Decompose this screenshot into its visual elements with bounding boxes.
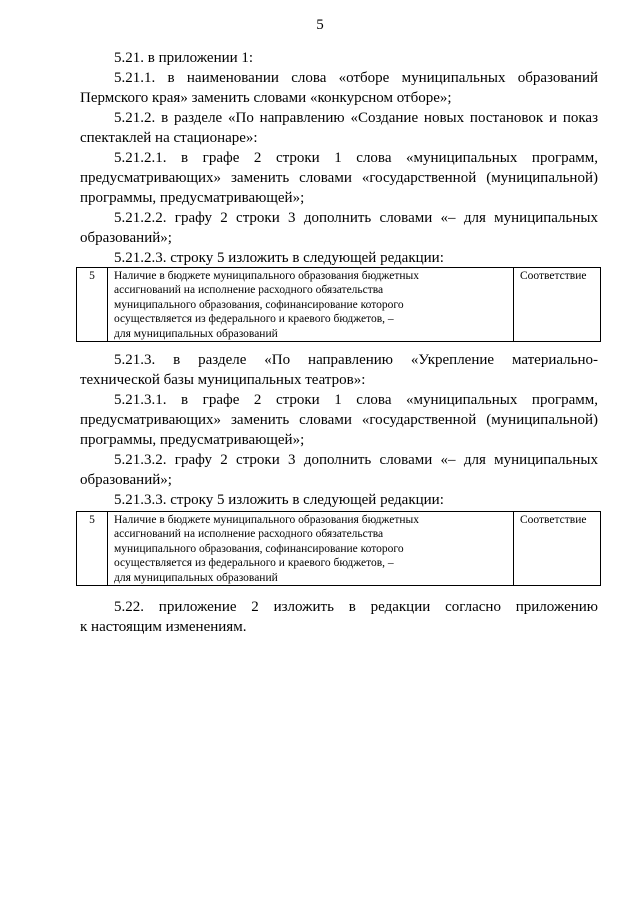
table-text-line: Наличие в бюджете муниципального образования бюджетных bbox=[114, 514, 419, 526]
table-cell-description bbox=[108, 268, 514, 342]
table-text-line: осуществляется из федерального и краевого бюджетов, – bbox=[114, 557, 394, 570]
table-cell-value: Соответствие bbox=[514, 268, 601, 342]
table-text-line: ассигнований на исполнение расходного обязательства bbox=[114, 284, 384, 297]
page-number: 5 bbox=[316, 17, 324, 33]
paragraph-5-21-3-1-line1: 5.21.3.1. в графе 2 строки 1 слова «муниципальных программ, bbox=[114, 392, 598, 408]
paragraph-5-21-2-line1: 5.21.2. в разделе «По направлению «Создание новых постановок и показ bbox=[114, 110, 598, 126]
paragraph-5-21-2-3: 5.21.2.3. строку 5 изложить в следующей редакции: bbox=[114, 250, 444, 266]
table-row-5-first bbox=[76, 267, 601, 342]
paragraph-5-21-3-line1: 5.21.3. в разделе «По направлению «Укрепление материально- bbox=[114, 352, 598, 368]
paragraph-5-21-2-2-line2: образований»; bbox=[80, 230, 172, 246]
paragraph-5-21-3-3: 5.21.3.3. строку 5 изложить в следующей редакции: bbox=[114, 492, 444, 508]
paragraph-5-21-3-1-line3: программы, предусматривающей»; bbox=[80, 432, 305, 448]
table-cell-number: 5 bbox=[77, 268, 108, 342]
paragraph-5-21-3-line2: технической базы муниципальных театров»: bbox=[80, 372, 366, 388]
table-cell-description bbox=[108, 512, 514, 586]
paragraph-5-21-2-1-line1: 5.21.2.1. в графе 2 строки 1 слова «муниципальных программ, bbox=[114, 150, 598, 166]
paragraph-5-21-2-1-line2: предусматривающих» заменить словами «государственной (муниципальной) bbox=[80, 170, 598, 186]
table-text-line: ассигнований на исполнение расходного обязательства bbox=[114, 528, 384, 541]
table-cell-value: Соответствие bbox=[514, 512, 601, 586]
paragraph-5-21-1-line2: Пермского края» заменить словами «конкурсном отборе»; bbox=[80, 90, 452, 106]
table-cell-number: 5 bbox=[77, 512, 108, 586]
table-text-line: для муниципальных образований bbox=[114, 571, 278, 584]
table-text-line: осуществляется из федерального и краевого бюджетов, – bbox=[114, 313, 394, 326]
paragraph-5-22-line2: к настоящим изменениям. bbox=[80, 619, 247, 635]
paragraph-5-21-3-2-line2: образований»; bbox=[80, 472, 172, 488]
paragraph-5-21-3-1-line2: предусматривающих» заменить словами «государственной (муниципальной) bbox=[80, 412, 598, 428]
table-text-line: муниципального образования, софинансирование которого bbox=[114, 298, 404, 311]
table-text-line: Наличие в бюджете муниципального образования бюджетных bbox=[114, 270, 419, 282]
paragraph-5-22-line1: 5.22. приложение 2 изложить в редакции согласно приложению bbox=[114, 599, 598, 615]
table-text-line: для муниципальных образований bbox=[114, 327, 278, 340]
paragraph-5-21-2-2-line1: 5.21.2.2. графу 2 строки 3 дополнить словами «– для муниципальных bbox=[114, 210, 598, 226]
paragraph-5-21-2-1-line3: программы, предусматривающей»; bbox=[80, 190, 305, 206]
paragraph-5-21-2-line2: спектаклей на стационаре»: bbox=[80, 130, 258, 146]
paragraph-5-21-1-line1: 5.21.1. в наименовании слова «отборе муниципальных образований bbox=[114, 70, 598, 86]
table-text-line: муниципального образования, софинансирование которого bbox=[114, 542, 404, 555]
paragraph-5-21-3-2-line1: 5.21.3.2. графу 2 строки 3 дополнить словами «– для муниципальных bbox=[114, 452, 598, 468]
paragraph-5-21: 5.21. в приложении 1: bbox=[114, 50, 254, 66]
table-row-5-second bbox=[76, 511, 601, 586]
